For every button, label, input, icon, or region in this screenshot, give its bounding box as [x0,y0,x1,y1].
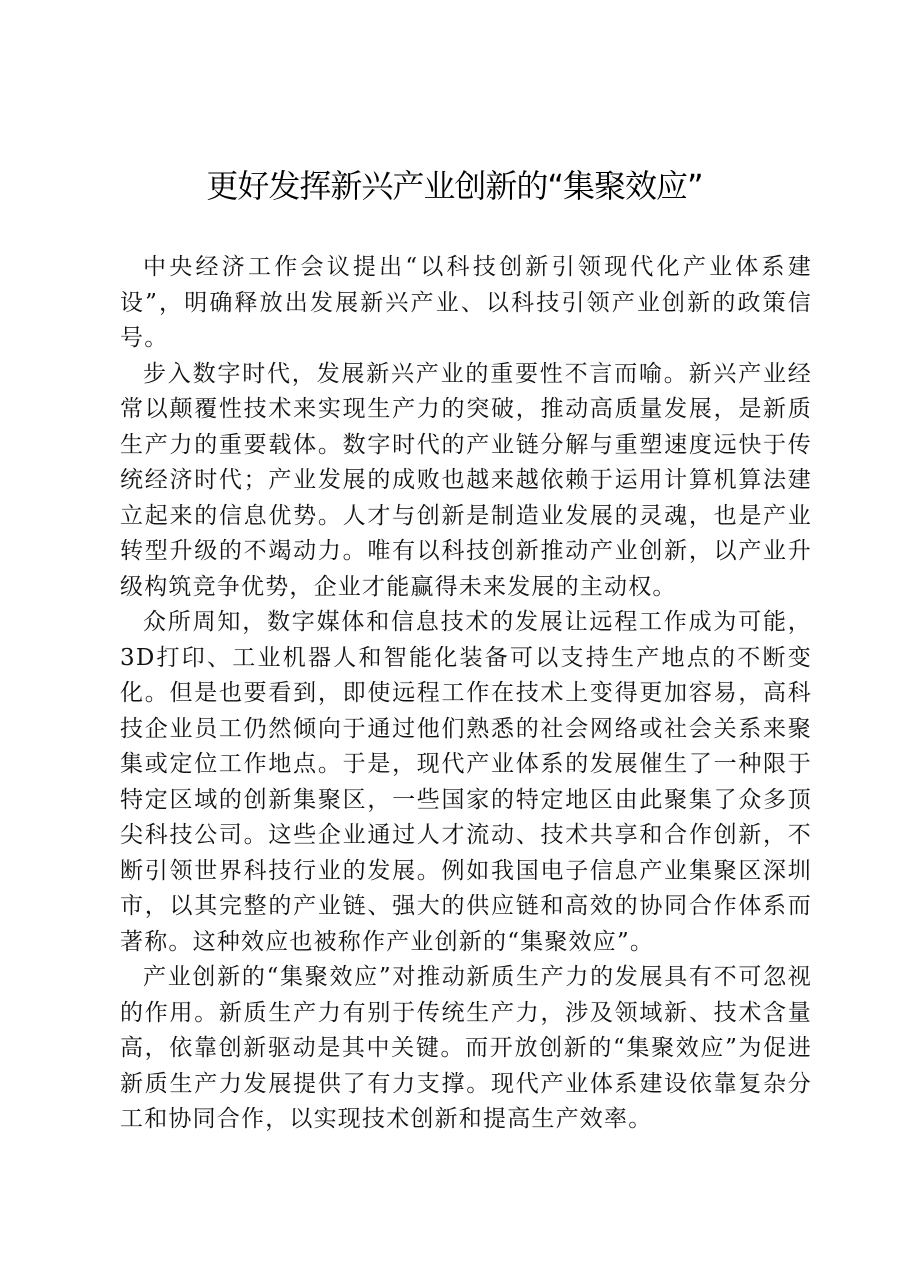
paragraph: 步入数字时代，发展新兴产业的重要性不言而喻。新兴产业经常以颠覆性技术来实现生产力的突破，推动高质量发展，是新质生产力的重要载体。数字时代的产业链分解与重塑速度远快于传统经济时代；产业发展的成败也越来越依赖于运用计算机算法建立起来的信息优势。人才与创新是制造业发展的灵魂，也是产业转型升级的不竭动力。唯有以科技创新推动产业创新，以产业升级构筑竞争优势，企业才能赢得未来发展的主动权。 [120,360,812,600]
paragraph: 中央经济工作会议提出“以科技创新引领现代化产业体系建设”，明确释放出发展新兴产业、以科技引领产业创新的政策信号。 [120,254,812,351]
paragraph: 众所周知，数字媒体和信息技术的发展让远程工作成为可能，3D打印、工业机器人和智能化装备可以支持生产地点的不断变化。但是也要看到，即使远程工作在技术上变得更加容易，高科技企业员工仍然倾向于通过他们熟悉的社会网络或社会关系来聚集或定位工作地点。于是，现代产业体系的发展催生了一种限于特定区域的创新集聚区，一些国家的特定地区由此聚集了众多顶尖科技公司。这些企业通过人才流动、技术共享和合作创新，不断引领世界科技行业的发展。例如我国电子信息产业集聚区深圳市，以其完整的产业链、强大的供应链和高效的协同合作体系而著称。这种效应也被称作产业创新的“集聚效应”。 [120,609,812,955]
paragraph: 产业创新的“集聚效应”对推动新质生产力的发展具有不可忽视的作用。新质生产力有别于传统生产力，涉及领域新、技术含量高，依靠创新驱动是其中关键。而开放创新的“集聚效应”为促进新质生产力发展提供了有力支撑。现代产业体系建设依靠复杂分工和协同合作，以实现技术创新和提高生产效率。 [120,964,812,1132]
document-title: 更好发挥新兴产业创新的“集聚效应” [206,167,703,205]
document-body [120,250,812,1138]
